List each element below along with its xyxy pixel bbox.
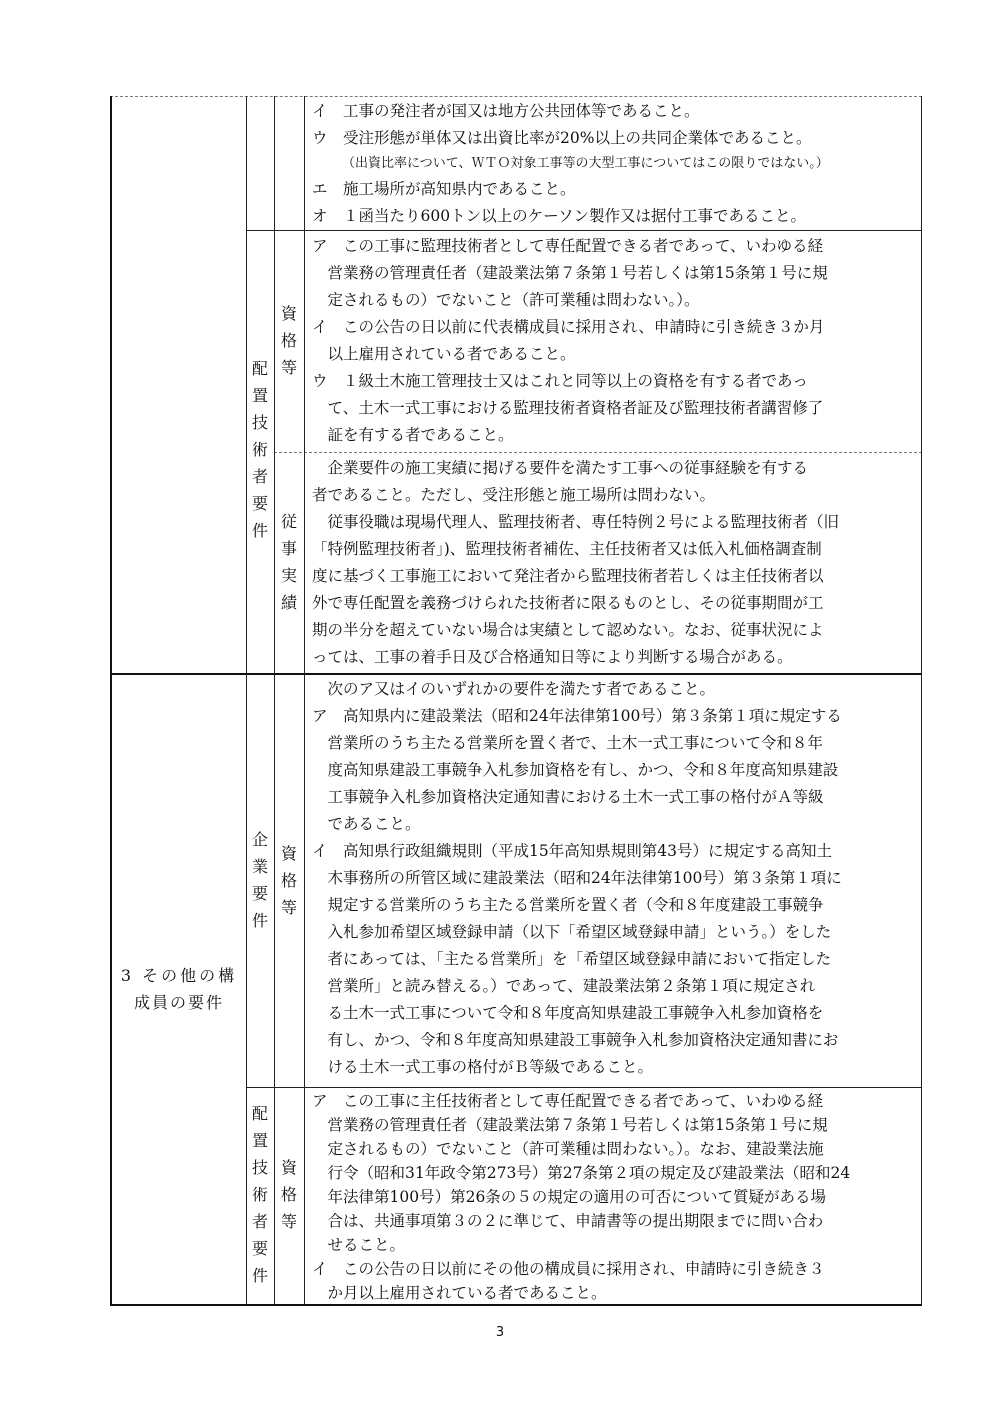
page-number: 3 — [495, 1325, 505, 1340]
company-line: 工事競争入札参加資格決定通知書における土木一式工事の格付がＡ等級 — [312, 788, 824, 806]
section-divider — [110, 673, 922, 675]
row-divider — [246, 230, 922, 231]
qual-line: て、土木一式工事における監理技術者資格者証及び監理技術者講習修了 — [312, 399, 824, 417]
rep-qual-label: 資格等 — [280, 304, 297, 377]
exp-line: 度に基づく工事施工において発注者から監理技術者若しくは主任技術者以 — [312, 567, 824, 585]
engineer-line: 合は、共通事項第３の２に準じて、申請書等の提出期限までに問い合わ — [312, 1212, 824, 1230]
condition-note: （出資比率について、ＷＴＯ対象工事等の大型工事についてはこの限りではない。） — [342, 156, 829, 171]
other-engineer-qual-label: 資格等 — [280, 1158, 297, 1231]
rep-engineer-label: 配置技術者要件 — [251, 359, 268, 540]
exp-line: っては、工事の着手日及び合格通知日等により判断する場合がある。 — [312, 648, 793, 666]
company-line: ア 高知県内に建設業法（昭和24年法律第100号）第３条第１項に規定する — [312, 707, 842, 725]
qual-line: ウ １級土木施工管理技士又はこれと同等以上の資格を有する者であっ — [312, 372, 808, 390]
engineer-line: ア この工事に主任技術者として専任配置できる者であって、いわゆる経 — [312, 1092, 824, 1110]
company-line: る土木一式工事について令和８年度高知県建設工事競争入札参加資格を — [312, 1004, 824, 1022]
company-line: であること。 — [312, 815, 421, 833]
company-line: ける土木一式工事の格付がＢ等級であること。 — [312, 1058, 654, 1076]
rep-qual-block — [312, 233, 828, 449]
left-border — [110, 96, 112, 1305]
column-divider — [274, 96, 275, 1305]
company-line: 有し、かつ、令和８年度高知県建設工事競争入札参加資格決定通知書にお — [312, 1031, 839, 1049]
exp-line: 者であること。ただし、受注形態と施工場所は問わない。 — [312, 486, 716, 504]
qual-line: ア この工事に監理技術者として専任配置できる者であって、いわゆる経 — [312, 237, 824, 255]
right-border — [921, 96, 922, 1305]
company-qual-label: 資格等 — [280, 844, 297, 917]
company-line: イ 高知県行政組織規則（平成15年高知県規則第43号）に規定する高知土 — [312, 842, 832, 860]
engineer-line: 年法律第100号）第26条の５の規定の適用の可否について質疑がある場 — [312, 1188, 827, 1206]
qual-line: 証を有する者であること。 — [312, 426, 514, 444]
qual-line: 定されるもの）でないこと（許可業種は問わない。）。 — [312, 291, 700, 309]
exp-line: 外で専任配置を義務づけられた技術者に限るものとし、その従事期間が工 — [312, 594, 824, 612]
conditions-block — [312, 98, 829, 230]
engineer-line: 行令（昭和31年政令第273号）第27条第２項の規定及び建設業法（昭和24 — [312, 1164, 851, 1182]
engineer-line: か月以上雇用されている者であること。 — [312, 1284, 607, 1302]
exp-line: 企業要件の施工実績に掲げる要件を満たす工事への従事経験を有する — [312, 459, 809, 477]
row-divider — [274, 452, 922, 453]
rep-exp-label: 従事実績 — [280, 512, 297, 612]
engineer-line: イ この公告の日以前にその他の構成員に採用され、申請時に引き続き３ — [312, 1260, 825, 1278]
company-line: 次のア又はイのいずれかの要件を満たす者であること。 — [312, 680, 716, 698]
engineer-line: 定されるもの）でないこと（許可業種は問わない。）。なお、建設業法施 — [312, 1140, 824, 1158]
condition-line: エ 施工場所が高知県内であること。 — [312, 180, 576, 198]
engineer-line: せること。 — [312, 1236, 406, 1254]
row-divider — [246, 1087, 922, 1088]
company-line: 者にあっては、「主たる営業所」を「希望区域登録申請において指定した — [312, 950, 832, 968]
other-engineer-block — [312, 1089, 850, 1305]
column-divider — [246, 96, 247, 1305]
section-label-line: 3 その他の構 — [120, 966, 238, 985]
section-label — [113, 962, 245, 1016]
condition-line: イ 工事の発注者が国又は地方公共団体等であること。 — [312, 102, 700, 120]
company-line: 入札参加希望区域登録申請（以下「希望区域登録申請」という。）をした — [312, 923, 832, 941]
engineer-line: 営業務の管理責任者（建設業法第７条第１号若しくは第15条第１号に規 — [312, 1116, 828, 1134]
condition-line: オ １函当たり600トン以上のケーソン製作又は据付工事であること。 — [312, 207, 806, 225]
qual-line: 以上雇用されている者であること。 — [312, 345, 576, 363]
company-line: 度高知県建設工事競争入札参加資格を有し、かつ、令和８年度高知県建設 — [312, 761, 839, 779]
exp-line: 従事役職は現場代理人、監理技術者、専任特例２号による監理技術者（旧 — [312, 513, 840, 531]
company-req-label: 企業要件 — [251, 830, 268, 930]
exp-line: 期の半分を超えていない場合は実績として認めない。なお、従事状況によ — [312, 621, 824, 639]
company-line: 木事務所の所管区域に建設業法（昭和24年法律第100号）第３条第１項に — [312, 869, 842, 887]
qual-line: イ この公告の日以前に代表構成員に採用され、申請時に引き続き３か月 — [312, 318, 825, 336]
company-line: 規定する営業所のうち主たる営業所を置く者（令和８年度建設工事競争 — [312, 896, 824, 914]
top-border — [110, 96, 922, 97]
section-label-line: 成員の要件 — [133, 993, 224, 1012]
qual-line: 営業務の管理責任者（建設業法第７条第１号若しくは第15条第１号に規 — [312, 264, 828, 282]
column-divider — [304, 96, 305, 1305]
company-line: 営業所のうち主たる営業所を置く者で、土木一式工事について令和８年 — [312, 734, 823, 752]
rep-exp-block — [312, 455, 839, 671]
condition-line: ウ 受注形態が単体又は出資比率が20%以上の共同企業体であること。 — [312, 129, 812, 147]
company-qual-block — [312, 676, 842, 1081]
other-engineer-label: 配置技術者要件 — [251, 1104, 268, 1285]
exp-line: 「特例監理技術者」)、監理技術者補佐、主任技術者又は低入札価格調査制 — [312, 540, 822, 558]
company-line: 営業所」と読み替える。）であって、建設業法第２条第１項に規定され — [312, 977, 816, 995]
